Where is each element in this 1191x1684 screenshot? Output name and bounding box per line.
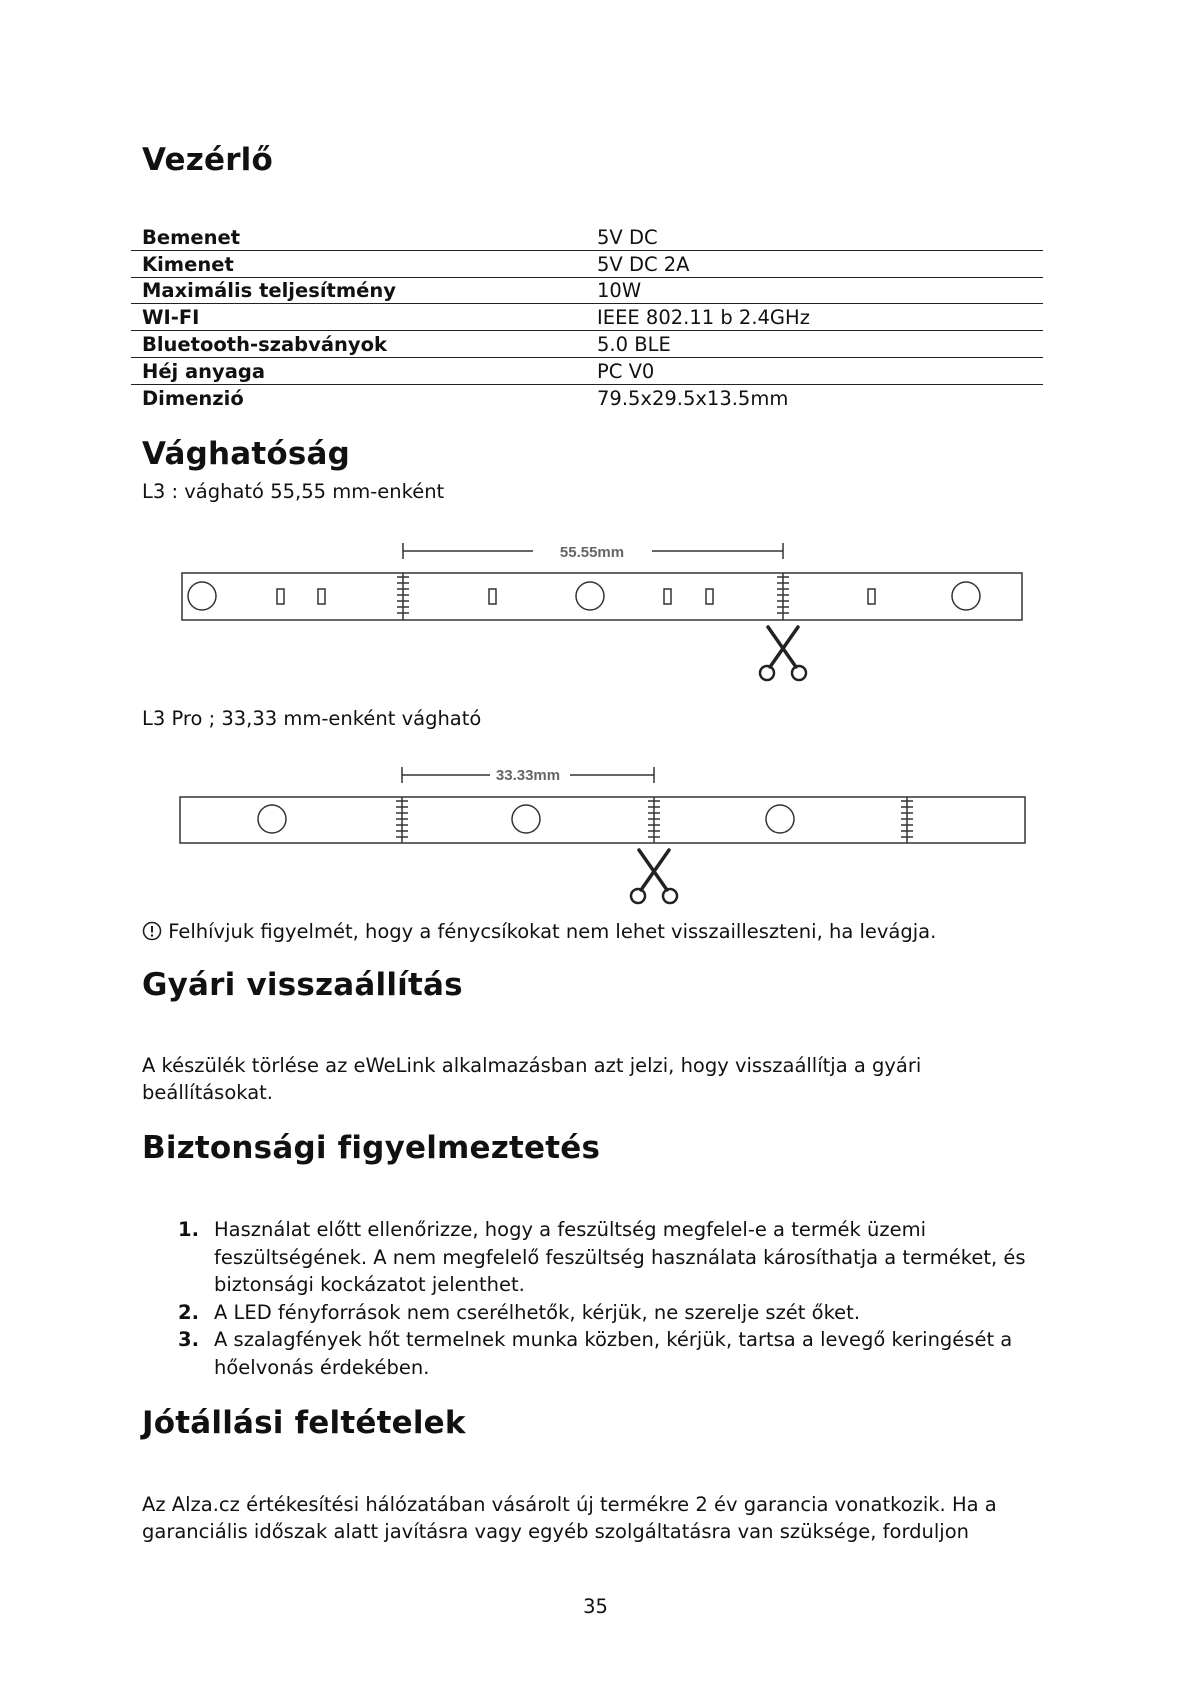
spec-key: Dimenzió — [142, 386, 244, 410]
scissors-icon — [631, 850, 677, 903]
list-number: 1. — [178, 1218, 199, 1241]
spec-value: 79.5x29.5x13.5mm — [597, 386, 789, 410]
spec-value: 5V DC — [586, 224, 1043, 250]
list-text: Használat előtt ellenőrizze, hogy a feszültség megfelel-e a termék üzemi feszültségének. A nem megfelelő feszültség használata károsíthatja a terméket, és biztonsági kockázatot jelenthet. — [214, 1218, 1026, 1296]
cut-notice-text: Felhívjuk figyelmét, hogy a fénycsíkokat nem lehet visszailleszteni, ha levágja. — [168, 920, 937, 943]
spec-value: 5.0 BLE — [586, 331, 1043, 358]
list-number: 2. — [178, 1300, 199, 1324]
spec-row — [131, 304, 1043, 331]
l3-strip-diagram — [170, 535, 1191, 685]
spec-row — [131, 384, 1043, 410]
spec-key: Maximális teljesítmény — [131, 277, 586, 304]
list-item — [142, 1326, 1062, 1381]
page-number: 35 — [583, 1595, 608, 1618]
cut-pad — [396, 797, 408, 843]
spec-row — [131, 250, 1043, 277]
spec-row — [131, 224, 1043, 250]
spec-value: 5V DC 2A — [586, 250, 1043, 277]
list-text: A szalagfények hőt termelnek munka közben, kérjük, tartsa a levegő keringését a hőelvonás érdekében. — [214, 1328, 1013, 1379]
l3-dimension-label: 55.55mm — [559, 544, 625, 561]
warranty-title: Jótállási feltételek — [142, 1405, 466, 1441]
safety-title: Biztonsági figyelmeztetés — [142, 1130, 601, 1166]
factory-reset-text: A készülék törlése az eWeLink alkalmazásban azt jelzi, hogy visszaállítja a gyári beállításokat. — [142, 1054, 922, 1104]
factory-reset-title: Gyári visszaállítás — [142, 967, 463, 1003]
l3pro-cut-text: L3 Pro ; 33,33 mm-enként vágható — [142, 707, 482, 730]
list-item — [142, 1216, 1062, 1299]
spec-key: WI-FI — [131, 304, 586, 331]
exclamation-circle-icon — [142, 921, 162, 941]
cut-notice — [142, 918, 936, 945]
cutability-title: Vághatóság — [142, 436, 351, 472]
cut-pad — [777, 573, 789, 620]
spec-value: 10W — [586, 277, 1043, 304]
l3pro-dimension-label: 33.33mm — [495, 767, 561, 784]
cut-pad — [648, 797, 660, 843]
cut-pad — [901, 797, 913, 843]
spec-key: Kimenet — [131, 250, 586, 277]
controller-title: Vezérlő — [142, 142, 274, 178]
spec-key: Bluetooth-szabványok — [131, 331, 586, 358]
cut-pad — [397, 573, 409, 620]
warranty-text: Az Alza.cz értékesítési hálózatában vásárolt új termékre 2 év garancia vonatkozik. Ha a garanciális időszak alatt javításra vagy egyéb szolgáltatásra van szüksége, forduljon — [142, 1493, 997, 1543]
spec-row — [131, 331, 1043, 358]
l3-cut-text: L3 : vágható 55,55 mm-enként — [142, 480, 445, 503]
spec-table — [131, 224, 1043, 411]
safety-list — [142, 1216, 1062, 1381]
l3pro-strip-diagram — [170, 760, 1191, 910]
spec-value: IEEE 802.11 b 2.4GHz — [586, 304, 1043, 331]
list-number: 3. — [178, 1328, 199, 1351]
spec-key: Bemenet — [131, 224, 586, 250]
list-item — [142, 1299, 1062, 1327]
spec-key: Héj anyaga — [131, 357, 586, 384]
spec-row — [131, 357, 1043, 384]
spec-value: PC V0 — [586, 357, 1043, 384]
scissors-icon — [760, 627, 806, 680]
list-text: A LED fényforrások nem cserélhetők, kérjük, ne szerelje szét őket. — [214, 1300, 861, 1324]
spec-row — [131, 277, 1043, 304]
